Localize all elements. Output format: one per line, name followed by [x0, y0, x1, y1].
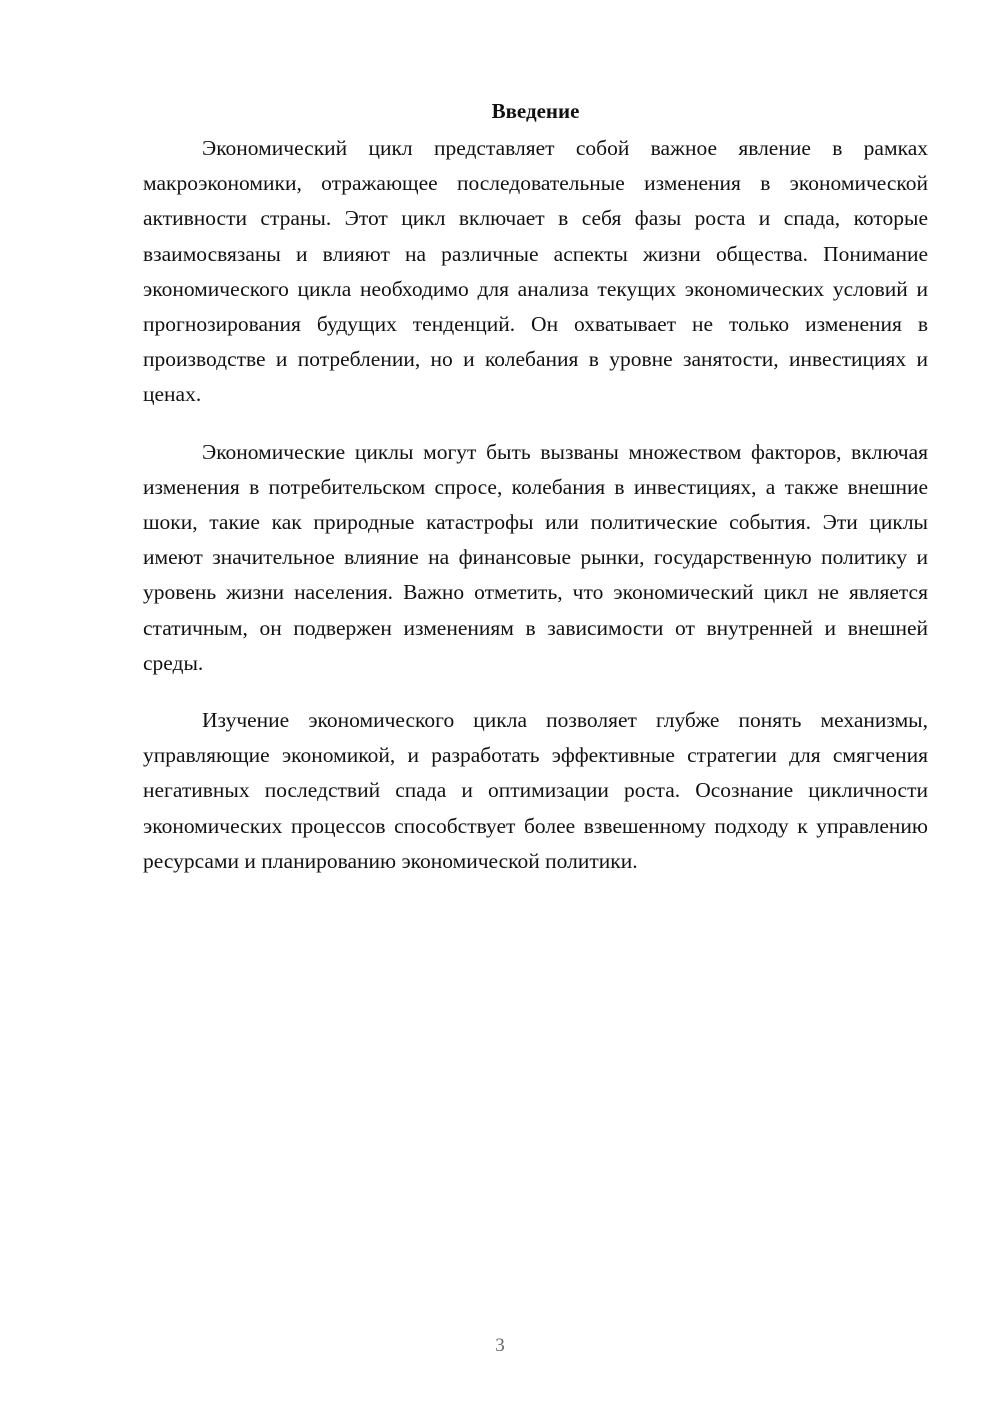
section-heading: Введение: [491, 99, 580, 123]
paragraph-3: Изучение экономического цикла позволяет глубже понять механизмы, управляющие экономикой, и разработать эффективные стратегии для смягчения негативных последствий спада и оптимизации роста. Осознание цикличности экономических процессов способствует более взвешенному подходу к управлению ресурсами и планированию экономической политики.: [143, 708, 928, 873]
page-number: 3: [495, 1335, 505, 1356]
paragraph-2: Экономические циклы могут быть вызваны множеством факторов, включая изменения в потребительском спросе, колебания в инвестициях, а также внешние шоки, такие как природные катастрофы или политические события. Эти циклы имеют значительное влияние на финансовые рынки, государственную политику и уровень жизни населения. Важно отметить, что экономический цикл не является статичным, он подвержен изменениям в зависимости от внутренней и внешней среды.: [143, 439, 928, 675]
paragraph-1: Экономический цикл представляет собой важное явление в рамках макроэкономики, отражающее последовательные изменения в экономической активности страны. Этот цикл включает в себя фазы роста и спада, которые взаимосвязаны и влияют на различные аспекты жизни общества. Понимание экономического цикла необходимо для анализа текущих экономических условий и прогнозирования будущих тенденций. Он охватывает не только изменения в производстве и потреблении, но и колебания в уровне занятости, инвестициях и ценах.: [143, 136, 928, 407]
page-content: [143, 95, 928, 901]
